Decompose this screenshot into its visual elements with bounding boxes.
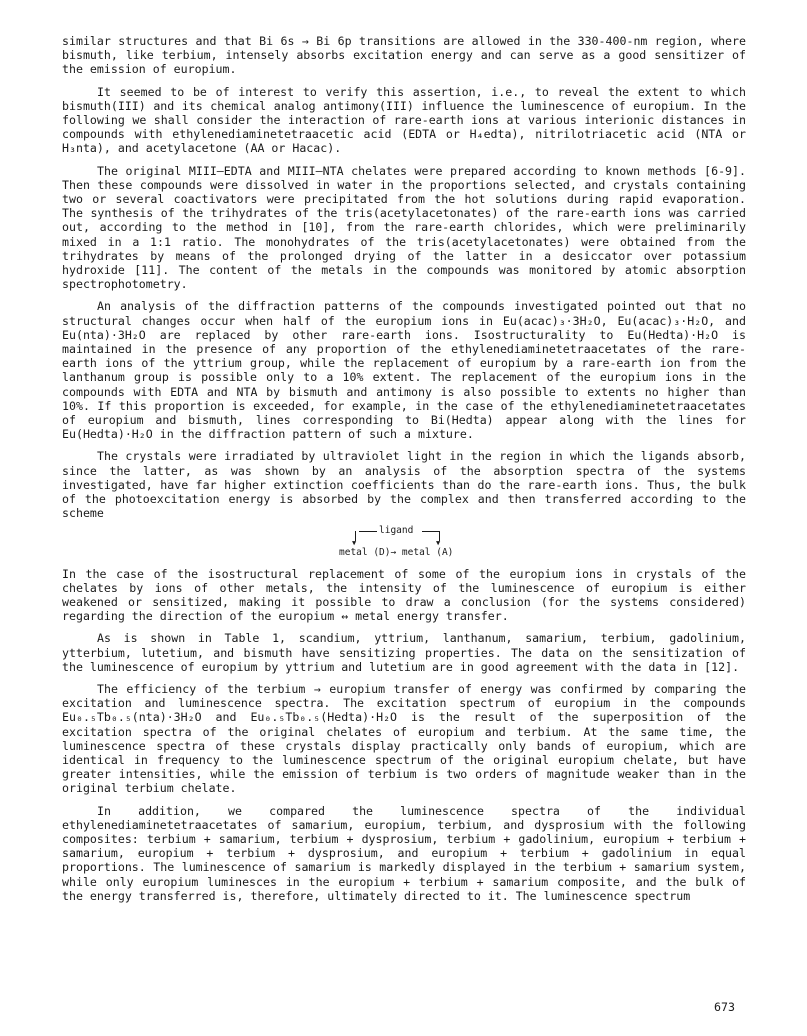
paragraph-5: The crystals were irradiated by ultraviolet light in the region in which the ligands absorb, since the latter, as was shown by an analysis of the absorption spectra of the systems investigated, have far higher extinction coefficients than do the rare-earth ions. Thus, the bulk of the photoexcitation energy is absorbed by the complex and then transferred according to the scheme	[62, 449, 746, 521]
paragraph-9: In addition, we compared the luminescence spectra of the individual ethylenediaminetetraacetates of samarium, europium, terbium, and dysprosium with the following composites: terbium + samarium, terbium + dysprosium, terbium + gadolinium, europium + terbium + samarium, europium + terbium + dysprosium, and europium + terbium + gadolinium in equal proportions. The luminescence of samarium is markedly displayed in the terbium + samarium system, while only europium luminesces in the europium + terbium + samarium composite, and the bulk of the energy transferred is, therefore, ultimately directed to it. The luminescence spectrum	[62, 803, 746, 903]
paragraph-4: An analysis of the diffraction patterns of the compounds investigated pointed out that no structural changes occur when half of the europium ions in Eu(acac)₃·3H₂O, Eu(acac)₃·H₂O, and Eu(nta)·3H₂O are replaced by other rare-earth ions. Isostructurality to Eu(Hedta)·H₂O is maintained in the presence of any proportion of the ethylenediaminetetraacetates of the rare-earth ions of the yttrium group, while the replacement of europium by a rare-earth ion from the lanthanum group is possible only to a 10% extent. The replacement of the europium ions in the compounds with EDTA and NTA by bismuth and antimony is also possible to extents no higher than 10%. If this proportion is exceeded, for example, in the case of the ethylenediaminetetraacetates of europium and bismuth, lines corresponding to Bi(Hedta) appear along with the lines for Eu(Hedta)·H₂O in the diffraction pattern of such a mixture.	[62, 299, 746, 442]
energy-transfer-scheme	[319, 525, 489, 561]
paragraph-2: It seemed to be of interest to verify this assertion, i.e., to reveal the extent to which bismuth(III) and its chemical analog antimony(III) influence the luminescence of europium. In the following we shall consider the interaction of rare-earth ions at various interionic distances in compounds with ethylenediaminetetraacetic acid (EDTA or H₄edta), nitrilotriacetic acid (NTA or H₃nta), and acetylacetone (AA or Hacac).	[62, 84, 746, 156]
page-number: 673	[714, 1000, 735, 1014]
scheme-line-left	[359, 531, 377, 532]
arrow-down-icon: ▼	[352, 538, 357, 547]
paragraph-1: similar structures and that Bi 6s → Bi 6p transitions are allowed in the 330-400-nm region, where bismuth, like terbium, intensely absorbs excitation energy and can serve as a good sensitizer of the emission of europium.	[62, 34, 746, 77]
arrow-down-icon: ▼	[436, 538, 441, 547]
paragraph-7: As is shown in Table 1, scandium, yttrium, lanthanum, samarium, terbium, gadolinium, ytterbium, lutetium, and bismuth have sensitizing properties. The data on the sensitization of the luminescence of europium by yttrium and lutetium are in good agreement with the data in [12].	[62, 631, 746, 674]
scheme-line-right	[422, 531, 440, 532]
paragraph-3: The original MIII–EDTA and MIII–NTA chelates were prepared according to known methods [6-9]. Then these compounds were dissolved in water in the proportions selected, and crystals containing two or several coactivators were precipitated from the hot solutions during rapid evaporation. The synthesis of the trihydrates of the tris(acetylacetonates) of the rare-earth ions was carried out, according to the method in [10], from the rare-earth chlorides, which were preliminarily mixed in a 1:1 ratio. The monohydrates of the tris(acetylacetonates) were obtained from the trihydrates by means of the prolonged drying of the latter in a desiccator over potassium hydroxide [11]. The content of the metals in the compounds was monitored by atomic absorption spectrophotometry.	[62, 163, 746, 292]
scheme-metals-label: metal (D)→ metal (A)	[339, 546, 454, 558]
paragraph-8: The efficiency of the terbium → europium transfer of energy was confirmed by comparing the excitation and luminescence spectra. The excitation spectrum of europium in the compounds Eu₀.₅Tb₀.₅(nta)·3H₂O and Eu₀.₅Tb₀.₅(Hedta)·H₂O is the result of the superposition of the excitation spectra of the original chelates of europium and terbium. At the same time, the luminescence spectra of these crystals display practically only bands of europium, which are identical in frequency to the luminescence spectrum of the original europium chelate, but have greater intensities, while the emission of terbium is two orders of magnitude weaker than in the original terbium chelate.	[62, 681, 746, 796]
scheme-ligand-label: ligand	[379, 524, 414, 536]
page-body	[62, 34, 746, 911]
paragraph-6: In the case of the isostructural replacement of some of the europium ions in crystals of the chelates by ions of other metals, the intensity of the luminescence of europium is either weakened or sensitized, making it possible to draw a conclusion (for the systems considered) regarding the direction of the europium ↔ metal energy transfer.	[62, 566, 746, 624]
